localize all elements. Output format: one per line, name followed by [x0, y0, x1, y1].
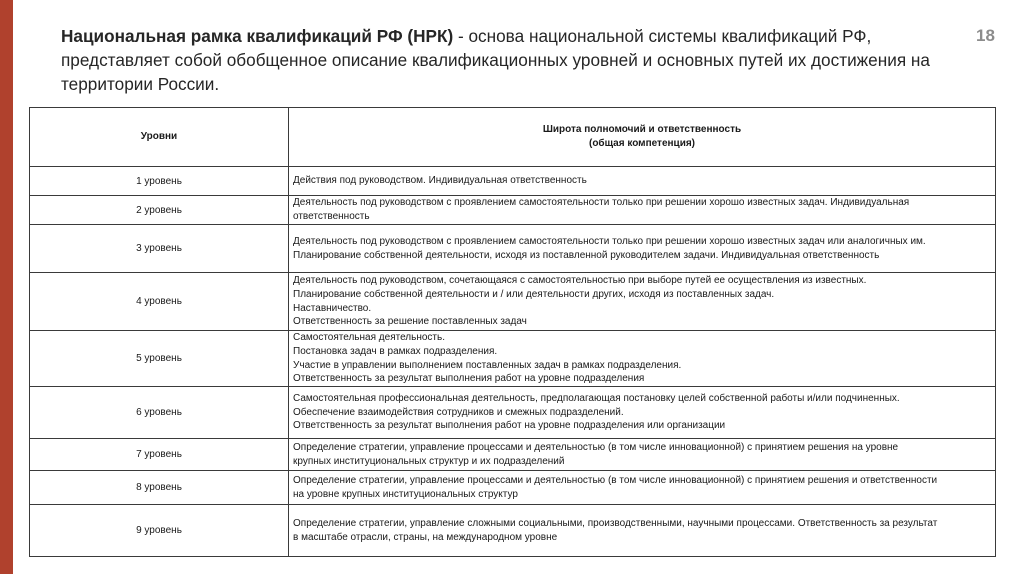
slide-number: 18 [976, 26, 995, 45]
slide-title [61, 24, 941, 96]
competence-cell [289, 225, 996, 273]
competence-line: ответственность [293, 211, 370, 222]
level-cell: 1 уровень [30, 167, 289, 196]
level-cell: 5 уровень [30, 331, 289, 387]
competence-line: Планирование собственной деятельности, исходя из поставленной руководителем задачи. Индивидуальная ответственность [293, 249, 880, 261]
competence-cell [289, 331, 996, 387]
competence-line: крупных институциональных структур и их подразделений [293, 455, 565, 467]
level-cell: 7 уровень [30, 439, 289, 471]
competence-line: Постановка задач в рамках подразделения. [293, 345, 498, 357]
competence-line: Определение стратегии, управление процессами и деятельностью (в том числе инновационной) с принятием решения на уровне [293, 441, 899, 453]
competence-cell [289, 196, 996, 225]
table-row [30, 167, 996, 196]
qualification-levels-table [29, 107, 996, 557]
competence-line: Ответственность за результат выполнения работ на уровне подразделения [293, 373, 645, 385]
header-competence [289, 108, 996, 167]
table-row [30, 471, 996, 505]
competence-line: Самостоятельная деятельность. [293, 332, 446, 344]
competence-cell [289, 167, 996, 196]
competence-line: в масштабе отрасли, страны, на международном уровне [293, 531, 558, 543]
table-body [30, 167, 996, 557]
competence-cell [289, 387, 996, 439]
competence-line: Участие в управлении выполнением поставленных задач в рамках подразделения. [293, 359, 682, 371]
competence-line: Самостоятельная профессиональная деятельность, предполагающая постановку целей собственной работы и/или подчиненных. [293, 393, 900, 405]
competence-line: Деятельность под руководством с проявлением самостоятельности только при решении хорошо известных задач. Индивидуальная [293, 197, 910, 209]
competence-line: Обеспечение взаимодействия сотрудников и смежных подразделений. [293, 406, 624, 418]
table-row [30, 331, 996, 387]
competence-line: Ответственность за решение поставленных задач [293, 316, 527, 328]
competence-line: Действия под руководством. Индивидуальная ответственность [293, 175, 587, 187]
level-cell: 6 уровень [30, 387, 289, 439]
table-header-row [30, 108, 996, 167]
header-levels: Уровни [30, 108, 289, 167]
competence-line: Определение стратегии, управление сложными социальными, производственными, научными процессами. Ответственность за результат [293, 517, 938, 529]
table-row [30, 387, 996, 439]
table-row [30, 196, 996, 225]
level-cell: 8 уровень [30, 471, 289, 505]
competence-line: на уровне крупных институциональных структур [293, 488, 518, 500]
table-row [30, 505, 996, 557]
header-competence-line1: Широта полномочий и ответственность [542, 124, 742, 135]
competence-line: Деятельность под руководством, сочетающаяся с самостоятельностью при выборе путей ее осуществления из известных. [293, 275, 867, 287]
competence-line: Деятельность под руководством с проявлением самостоятельности только при решении хорошо известных задач или аналогичных им. [293, 235, 926, 247]
competence-cell [289, 439, 996, 471]
competence-cell [289, 273, 996, 331]
accent-bar [0, 0, 13, 574]
competence-cell [289, 505, 996, 557]
level-cell: 2 уровень [30, 196, 289, 225]
header-competence-line2: (общая компетенция) [588, 138, 696, 149]
table-row [30, 225, 996, 273]
table-row [30, 273, 996, 331]
competence-cell [289, 471, 996, 505]
title-regular: - основа национальной системы квалификаций РФ, представляет собой обобщенное описание квалификационных уровней и основных путей их достижения на территории России. [61, 26, 930, 94]
table-row [30, 439, 996, 471]
level-cell: 4 уровень [30, 273, 289, 331]
level-cell: 3 уровень [30, 225, 289, 273]
competence-line: Наставничество. [293, 302, 372, 314]
level-cell: 9 уровень [30, 505, 289, 557]
competence-line: Планирование собственной деятельности и / или деятельности других, исходя из поставленных задач. [293, 288, 775, 300]
competence-line: Ответственность за результат выполнения работ на уровне подразделения или организации [293, 420, 726, 432]
competence-line: Определение стратегии, управление процессами и деятельностью (в том числе инновационной) с принятием решения и ответственности [293, 474, 938, 486]
title-bold: Национальная рамка квалификаций РФ (НРК) [61, 26, 454, 46]
